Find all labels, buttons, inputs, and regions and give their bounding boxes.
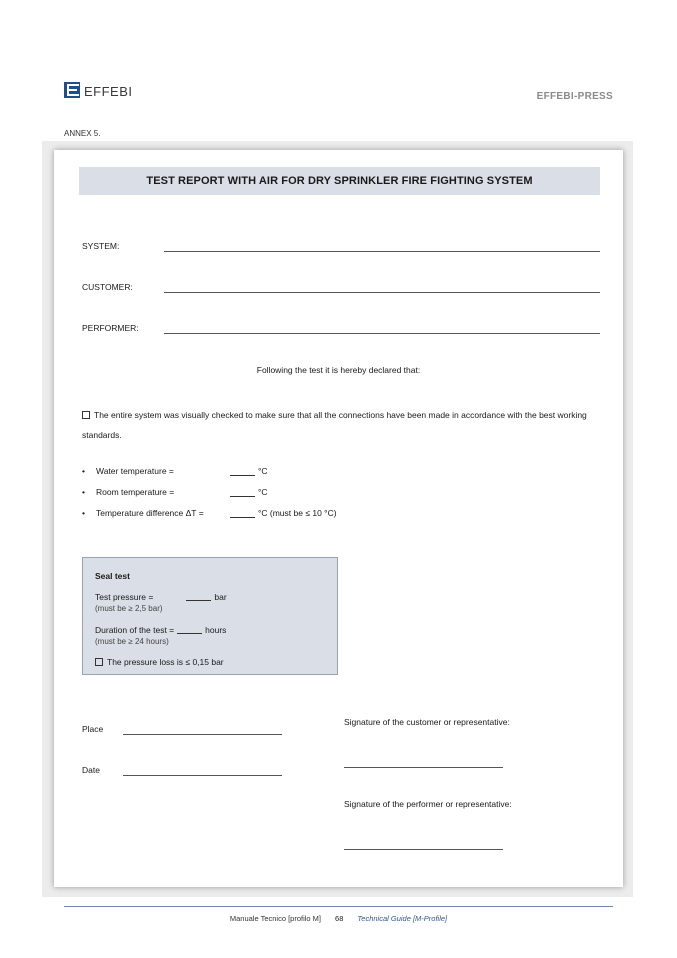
page-footer [0,914,677,923]
bullet: • [82,466,85,476]
temp-diff-label: Temperature difference ΔT = [96,508,204,518]
place-label: Place [82,724,104,734]
duration-unit: hours [205,625,227,635]
declaration-text: Following the test it is hereby declared that: [256,365,421,375]
logo-text: EFFEBI [84,83,133,99]
test-report-form [54,150,623,887]
date-field [82,765,282,775]
duration-label: Duration of the test = [95,625,175,635]
water-temp-blank[interactable] [230,475,255,476]
duration-blank[interactable] [177,633,202,634]
footer-left: Manuale Tecnico [profilo M] [229,914,322,923]
test-pressure-blank[interactable] [186,600,211,601]
form-title-band [79,167,600,195]
customer-field [82,282,600,296]
customer-signature-label: Signature of the customer or representative: [344,717,510,727]
performer-signature-label: Signature of the performer or representative: [344,799,512,809]
visual-check-text: The entire system was visually checked to make sure that all the connections have been made in accordance with the best working standards. [82,410,587,440]
seal-test-box [82,557,338,675]
seal-test-title: Seal test [95,571,130,581]
date-label: Date [82,765,100,775]
visual-check-checkbox[interactable] [82,411,90,419]
footer-divider [64,906,613,907]
pressure-loss-text: The pressure loss is ≤ 0,15 bar [107,657,224,667]
place-field [82,724,282,734]
date-input-line[interactable] [123,775,282,776]
performer-input-line[interactable] [164,333,600,334]
water-temp-label: Water temperature = [96,466,174,476]
annex-label: ANNEX 5. [64,129,101,138]
pressure-loss-checkbox[interactable] [95,658,103,666]
system-label: SYSTEM: [82,241,120,251]
effebi-logo [64,82,133,100]
footer-right: Technical Guide [M-Profile] [357,914,448,923]
test-pressure-label: Test pressure = [95,592,154,602]
pressure-loss-row [95,657,224,667]
system-field [82,241,600,255]
temp-diff-blank[interactable] [230,517,255,518]
temp-diff-unit: °C (must be ≤ 10 °C) [258,508,337,518]
duration-row [95,625,226,635]
visual-check-item [82,405,598,445]
customer-input-line[interactable] [164,292,600,293]
test-pressure-row [95,592,227,602]
performer-label: PERFORMER: [82,323,139,333]
form-title: TEST REPORT WITH AIR FOR DRY SPRINKLER FIRE FIGHTING SYSTEM [146,175,533,187]
effebi-logo-icon [64,82,82,100]
performer-signature-line[interactable] [344,849,503,850]
room-temp-unit: °C [258,487,268,497]
customer-label: CUSTOMER: [82,282,133,292]
brand-name: EFFEBI-PRESS [536,91,613,102]
room-temp-blank[interactable] [230,496,255,497]
system-input-line[interactable] [164,251,600,252]
place-input-line[interactable] [123,734,282,735]
bullet: • [82,487,85,497]
room-temp-label: Room temperature = [96,487,175,497]
customer-signature-line[interactable] [344,767,503,768]
page-number: 68 [335,914,344,923]
water-temp-unit: °C [258,466,268,476]
duration-note: (must be ≥ 24 hours) [95,637,169,646]
test-pressure-note: (must be ≥ 2,5 bar) [95,604,163,613]
bullet: • [82,508,85,518]
test-pressure-unit: bar [214,592,227,602]
performer-field [82,323,600,337]
